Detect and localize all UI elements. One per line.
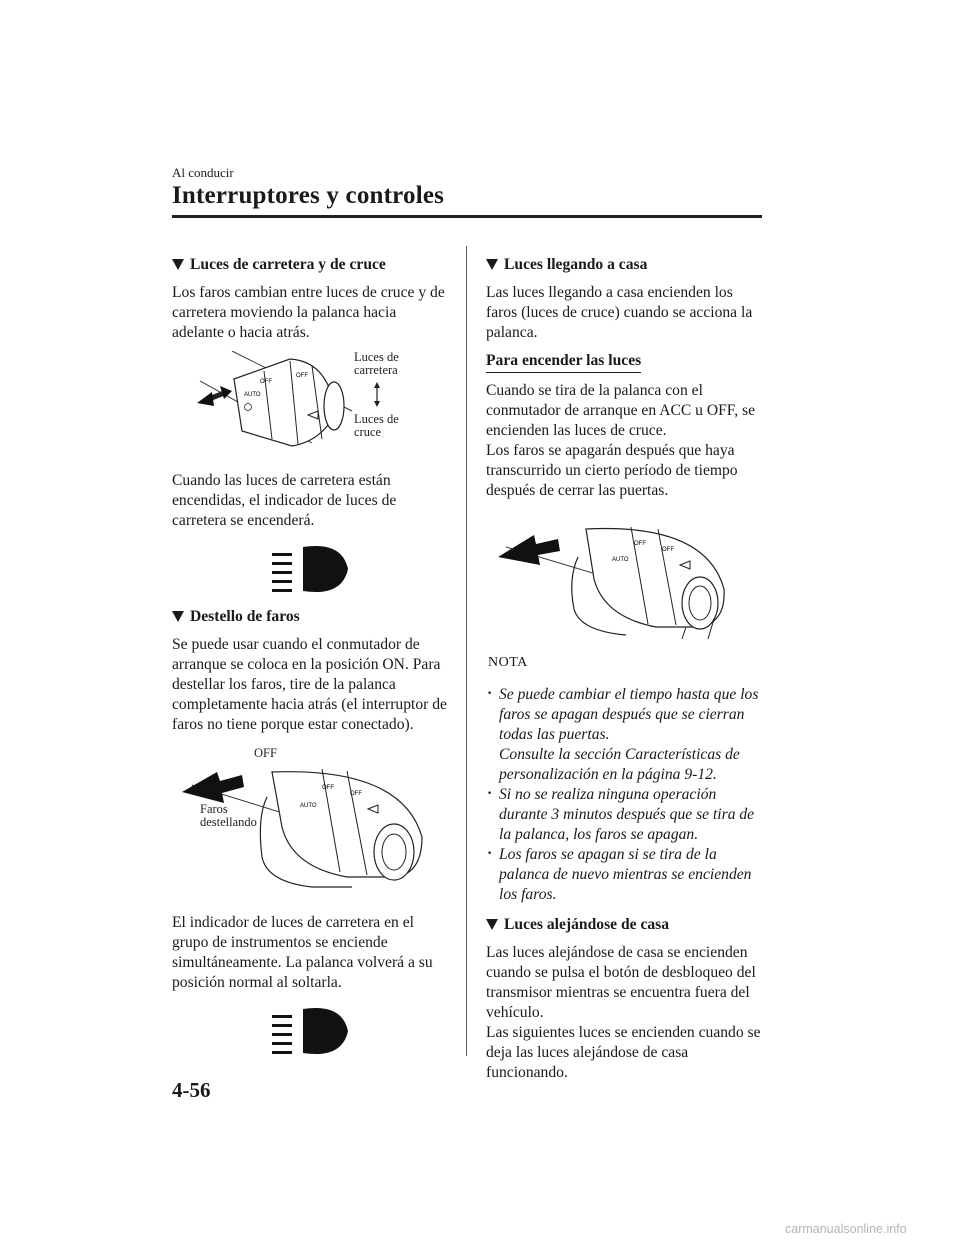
switch-label-auto: AUTO: [300, 803, 317, 809]
triangle-bullet-icon: [172, 259, 184, 270]
right-column: [486, 255, 766, 1091]
triangle-bullet-icon: [172, 611, 184, 622]
title-rule: [172, 215, 762, 218]
paragraph: Los faros se apagarán después que haya transcurrido un cierto período de tiempo después de cerrar las puertas.: [486, 442, 738, 499]
section-heading-coming-home: Luces llegando a casa: [486, 255, 766, 275]
watermark: carmanualsonline.info: [785, 1222, 907, 1236]
section-heading-flash: Destello de faros: [172, 607, 452, 627]
subheading-turn-on: Para encender las luces: [486, 351, 641, 373]
figure-flash-lever: [172, 747, 452, 897]
pull-lever-illustration-icon: [486, 509, 766, 639]
switch-label-off-2: OFF: [296, 373, 308, 379]
column-divider: [466, 246, 467, 1056]
label-low-beam: Luces de cruce: [354, 412, 399, 439]
triangle-bullet-icon: [486, 259, 498, 270]
paragraph: Cuando se tira de la palanca con el conmutador de arranque en ACC u OFF, se encienden las luces de cruce.: [486, 382, 755, 439]
high-beam-indicator-figure-2: [172, 1007, 452, 1067]
note-item: · Se puede cambiar el tiempo hasta que los faros se apagan después que se cierran todas las puertas. Consulte la sección Características de personalización en la página 9-12.: [486, 685, 766, 785]
note-title: NOTA: [488, 655, 528, 670]
switch-label-auto: AUTO: [244, 392, 261, 398]
paragraph: Las siguientes luces se encienden cuando se deja las luces alejándose de casa funcionando.: [486, 1024, 761, 1081]
switch-label-off: OFF: [322, 785, 334, 791]
paragraph: Cuando las luces de carretera están encendidas, el indicador de luces de carretera se encenderá.: [172, 472, 397, 529]
label-flash: Faros destellando: [200, 802, 257, 829]
paragraph: Se puede usar cuando el conmutador de arranque se coloca en la posición ON. Para destellar los faros, tire de la palanca completamente hacia atrás (el interruptor de faros no tiene porque estar conectado).: [172, 636, 447, 733]
note-list: [486, 685, 766, 905]
left-column: [172, 255, 452, 1067]
paragraph: Los faros cambian entre luces de cruce y de carretera moviendo la palanca hacia adelante o hacia atrás.: [172, 284, 445, 341]
paragraph: Las luces llegando a casa encienden los faros (luces de cruce) cuando se acciona la palanca.: [486, 284, 753, 341]
switch-label-off: OFF: [634, 541, 646, 547]
note-item: · Si no se realiza ninguna operación durante 3 minutos después que se tira de la palanca, los faros se apagan.: [486, 785, 766, 845]
switch-label-off-2: OFF: [662, 547, 674, 553]
high-beam-indicator-figure: [172, 539, 452, 607]
switch-label-off: OFF: [260, 379, 272, 385]
switch-label-off-2: OFF: [350, 791, 362, 797]
page-title: Interruptores y controles: [172, 182, 445, 209]
section-heading-leaving-home: Luces alejándose de casa: [486, 915, 766, 935]
switch-label-auto: AUTO: [612, 557, 629, 563]
label-high-beam: Luces de carretera: [354, 350, 399, 377]
triangle-bullet-icon: [486, 919, 498, 930]
page-number: 4-56: [172, 1078, 211, 1102]
figure-beam-lever: [172, 351, 452, 461]
section-heading-high-low-beam: Luces de carretera y de cruce: [172, 255, 452, 275]
chapter-label: Al conducir: [172, 165, 234, 180]
paragraph: El indicador de luces de carretera en el grupo de instrumentos se enciende simultáneamente. La palanca volverá a su posición normal al soltarla.: [172, 914, 433, 991]
label-off: OFF: [254, 746, 277, 760]
paragraph: Las luces alejándose de casa se encienden cuando se pulsa el botón de desbloqueo del transmisor mientras se encuentra fuera del vehículo.: [486, 944, 756, 1021]
figure-pull-lever: [486, 509, 766, 639]
high-beam-indicator-icon: [172, 539, 452, 599]
note-item: · Los faros se apagan si se tira de la palanca de nuevo mientras se encienden los faros.: [486, 845, 766, 905]
high-beam-indicator-icon: [172, 1007, 452, 1067]
